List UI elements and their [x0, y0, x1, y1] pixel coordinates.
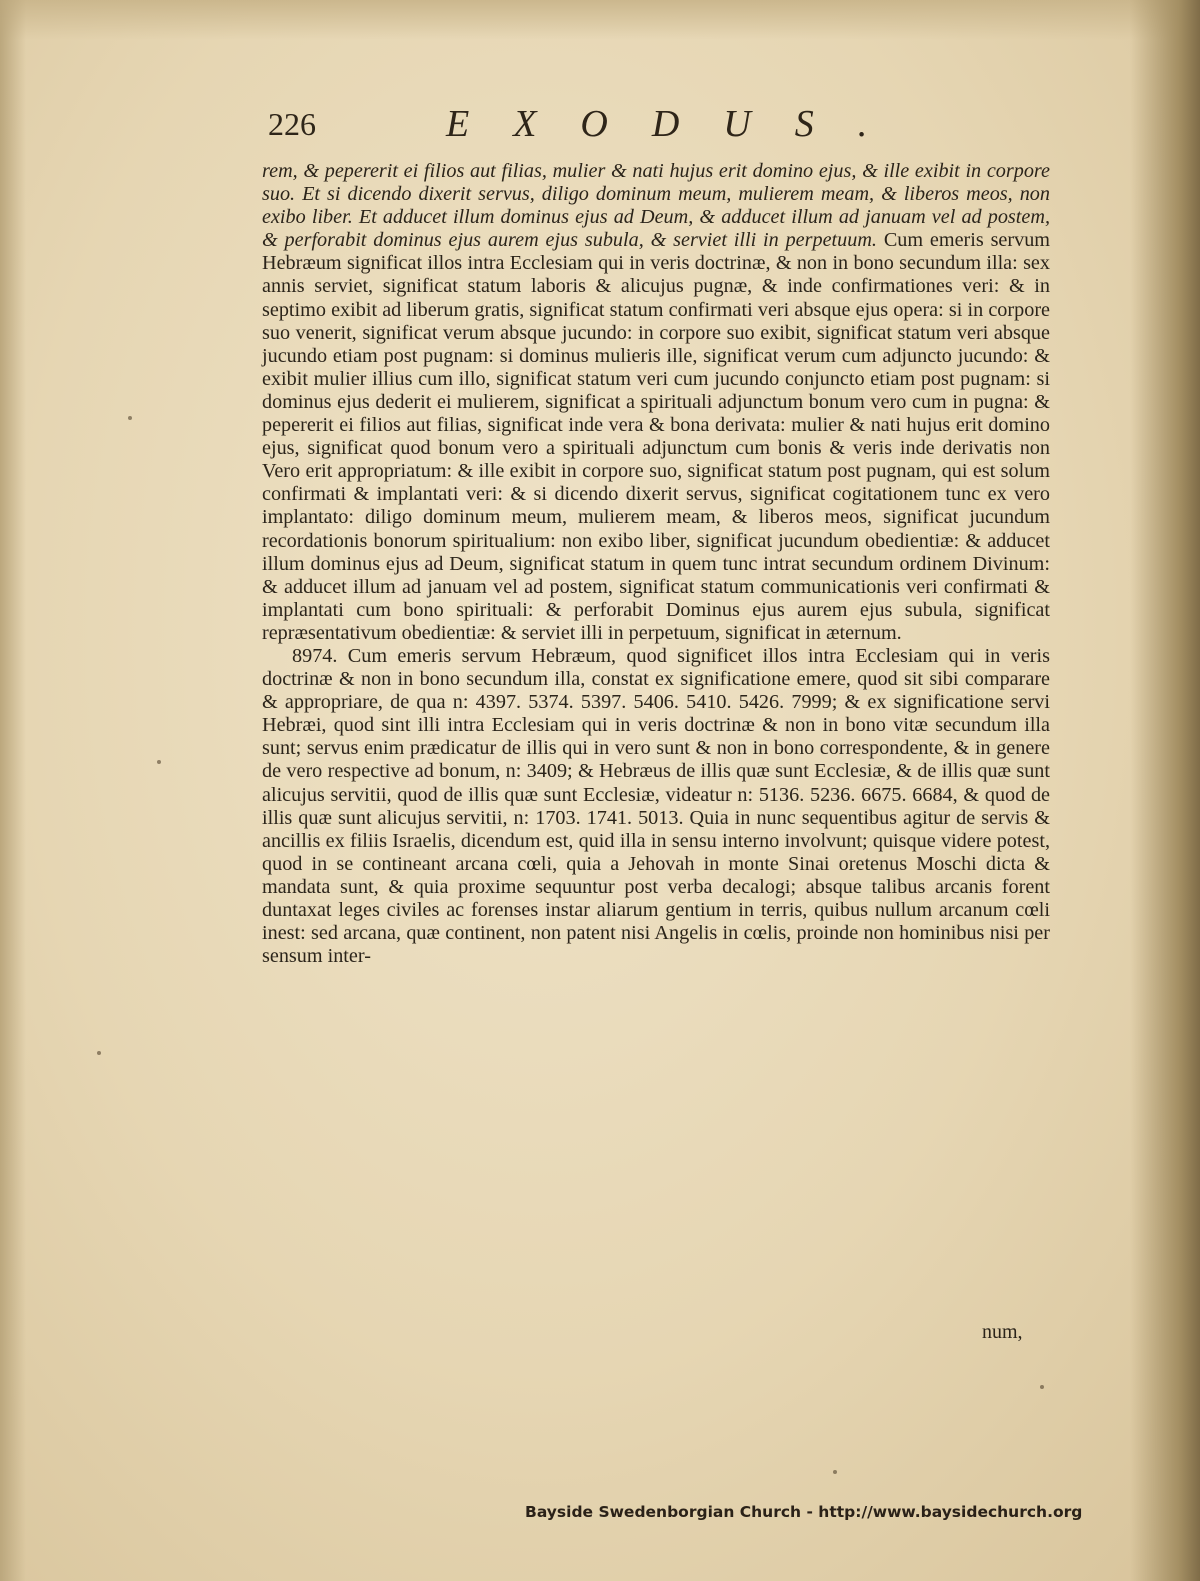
ink-speck [157, 760, 161, 764]
catchword: num, [982, 1321, 1023, 1343]
opening-paragraph [262, 160, 1050, 645]
page-binding-shadow [1130, 0, 1200, 1581]
ink-speck [1040, 1385, 1044, 1389]
ink-speck [97, 1051, 101, 1055]
section-8974: 8974. Cum emeris servum Hebræum, quod significet illos intra Ecclesiam qui in veris doctrinæ & non in bono secundum illa, constat ex significatione emere, quod sit sibi comparare & appropriare, de qua n: 4397. 5374. 5397. 5406. 5410. 5426. 7999; & ex significatione servi Hebræi, quod sint illi intra Ecclesiam qui in veris doctrinæ & non in bono vitæ secundum illa sunt; servus enim prædicatur de illis qui in vero sunt & non in bono correspondente, & in genere de vero respective ad bonum, n: 3409; & Hebræus de illis quæ sunt Ecclesiæ, & de illis quæ sunt alicujus servitii, quod de illis quæ sunt Ecclesiæ, videatur n: 5136. 5236. 6675. 6684, & quod de illis quæ sunt alicujus servitii, n: 1703. 1741. 5013. Quia in nunc sequentibus agitur de servis & ancillis ex filiis Israelis, dicendum est, quid illa in sensu interno involvunt; quisque videre potest, quod in se contineant arcana cœli, quia a Jehovah in monte Sinai oretenus Moschi dicta & mandata sunt, & quia proxime sequuntur post verba decalogi; absque talibus arcanis forent duntaxat leges civiles ac forenses instar aliarum gentium in terris, quibus nullum arcanum cœli inest: sed arcana, quæ continent, non patent nisi Angelis in cœlis, proinde non hominibus nisi per sensum inter- [262, 644, 1050, 968]
scripture-quotation: rem, & pepererit ei filios aut filias, mulier & nati hujus erit domino ejus, & ille exibit in corpore suo. Et si dicendo dixerit servus, diligo dominum meum, mulierem meam, & liberos meos, non exibo liber. Et adducet illum dominus ejus ad Deum, & adducet illum ad januam vel ad postem, & perforabit dominus ejus aurem ejus subula, & serviet illi in perpetuum. [262, 160, 1050, 252]
page-left-shadow [0, 0, 26, 1581]
ink-speck [833, 1470, 837, 1474]
page-top-shadow [0, 0, 1200, 40]
body-text [262, 160, 1050, 968]
explanation-text: Cum emeris servum Hebræum significat illos intra Ecclesiam qui in veris doctrinæ, & non in bono secundum illa: sex annis serviet, significat statum laboris & alicujus pugnæ, & inde confirmationes veri: & in septimo exibit ad liberum gratis, significat statum confirmati veri absque ejus opera: si in corpore suo venerit, significat verum absque jucundo: in corpore suo exibit, significat statum veri absque jucundo etiam post pugnam: si dominus mulieris ille, significat verum cum adjuncto jucundo: & exibit mulier illius cum illo, significat statum veri cum jucundo conjuncto etiam post pugnam: si dominus ejus dederit ei mulierem, significat a spirituali adjunctum bonum vero cum in pugna: & pepererit ei filios aut filias, significat inde vera & bona derivata: mulier & nati hujus erit domino ejus, significat quod bonum vero a spirituali adjunctum cum bonis & veris inde derivatis non Vero erit appropriatum: & ille exibit in corpore suo, significat statum post pugnam, qui est solum confirmati & implantati veri: & si dicendo dixerit servus, significat cogitationem tunc ex vero implantato: diligo dominum meum, mulierem meam, & liberos meos, significat jucundum recordationis bonorum spiritualium: non exibo liber, significat jucundum obedientiæ: & adducet illum dominus ejus ad Deum, significat statum in quem tunc intrat secundum ordinem Divinum: & adducet illum ad januam vel ad postem, significat statum communicationis veri confirmati & implantati cum bono spirituali: & perforabit Dominus ejus aurem ejus subula, significat repræsentativum obedientiæ: & serviet illi in perpetuum, significat in æternum. [262, 229, 1050, 644]
page-number: 226 [268, 106, 316, 142]
running-title: EXODUS. [446, 103, 912, 145]
page-header [268, 102, 912, 154]
footer-credit: Bayside Swedenborgian Church - http://www.baysidechurch.org [525, 1503, 1083, 1521]
ink-speck [128, 416, 132, 420]
